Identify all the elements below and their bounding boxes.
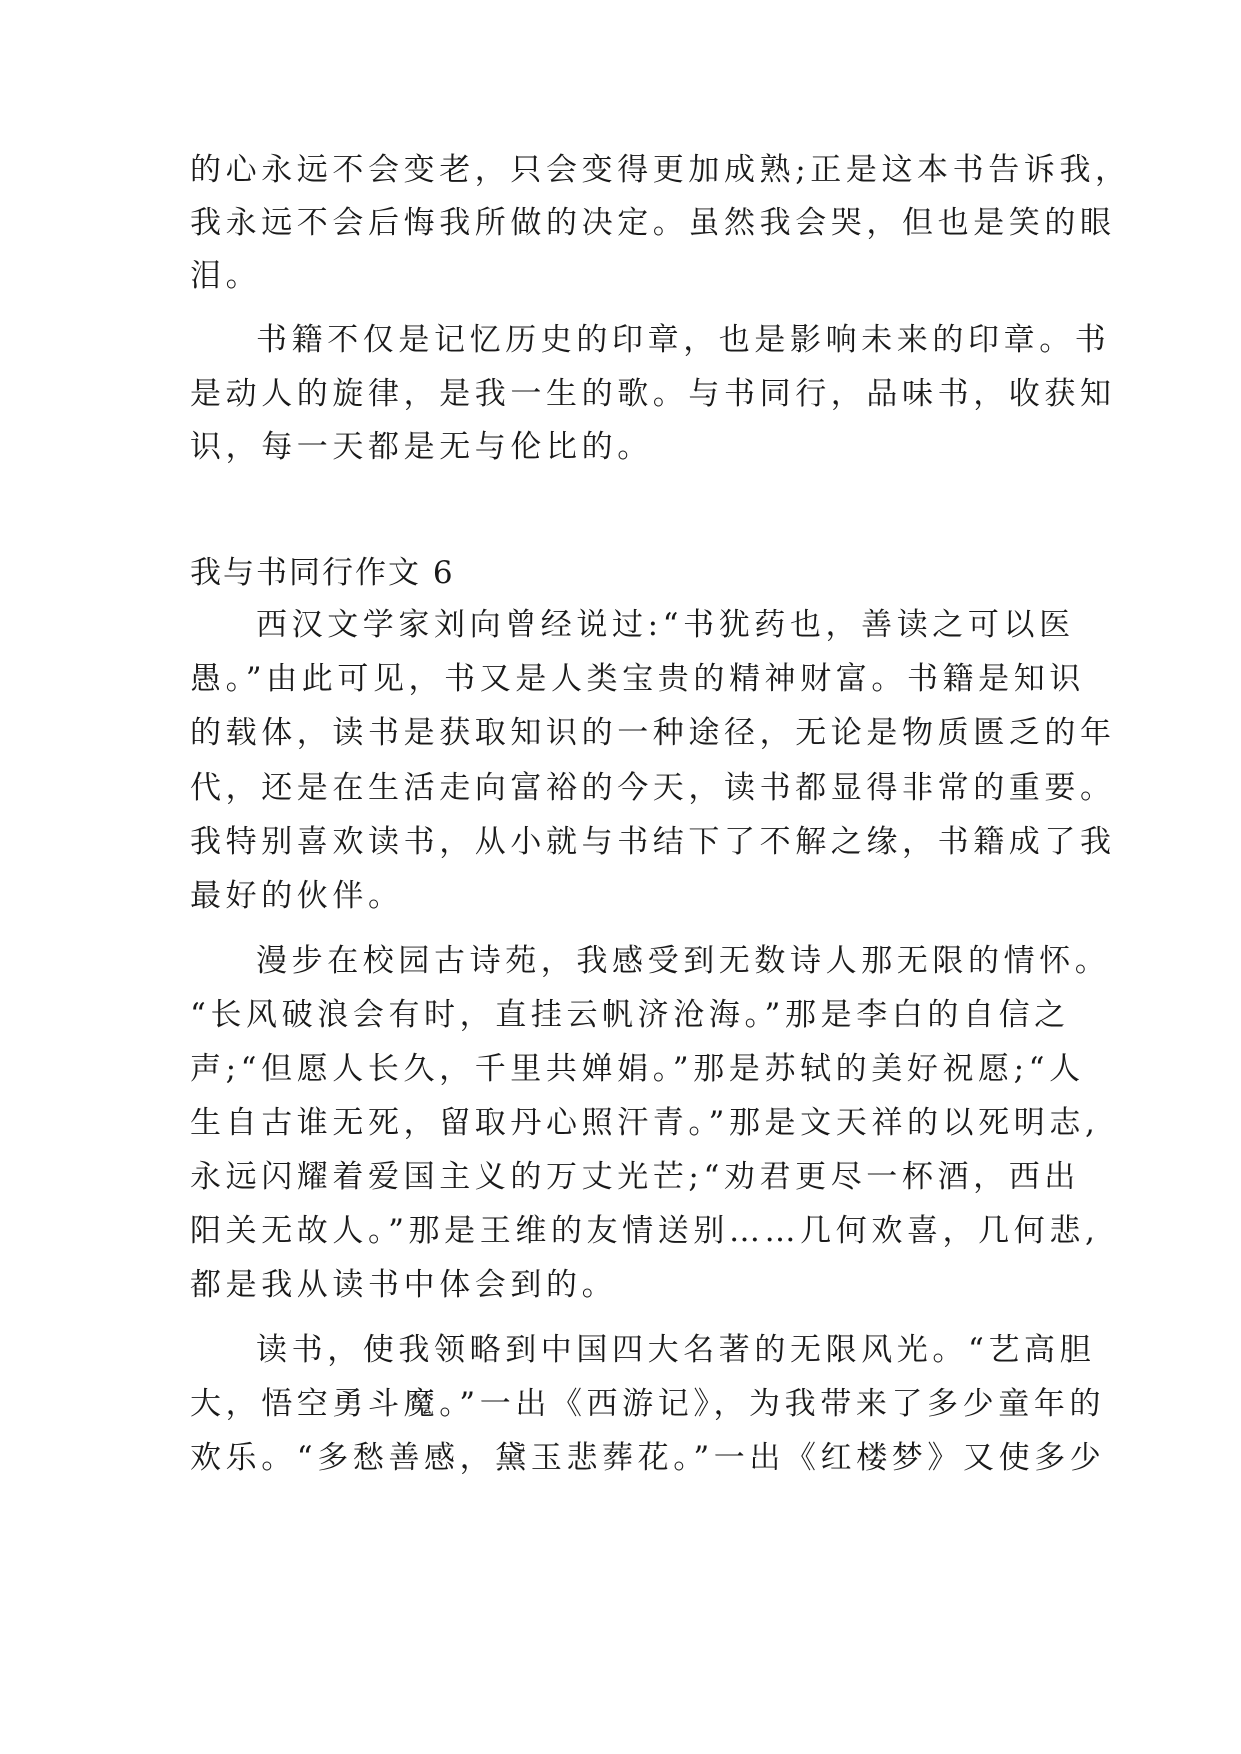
section-title: 我与书同行作文 6 <box>190 555 455 591</box>
paragraph-1-line-2: 我永远不会后悔我所做的决定。虽然我会哭，但也是笑的眼 <box>190 205 1116 241</box>
paragraph-5-line-2: 大，悟空勇斗魔。”一出《西游记》，为我带来了多少童年的 <box>190 1386 1106 1422</box>
paragraph-3-line-5: 我特别喜欢读书，从小就与书结下了不解之缘，书籍成了我 <box>190 824 1116 860</box>
paragraph-4-line-1: 漫步在校园古诗苑，我感受到无数诗人那无限的情怀。 <box>256 943 1111 979</box>
paragraph-5-line-3: 欢乐。“多愁善感，黛玉悲葬花。”一出《红楼梦》又使多少 <box>190 1440 1106 1476</box>
paragraph-4-line-7: 都是我从读书中体会到的。 <box>190 1267 618 1303</box>
paragraph-5-line-1: 读书，使我领略到中国四大名著的无限风光。“艺高胆 <box>256 1332 1096 1368</box>
paragraph-4-line-5: 永远闪耀着爱国主义的万丈光芒;“劝君更尽一杯酒，西出 <box>190 1159 1080 1195</box>
paragraph-1-line-3: 泪。 <box>190 258 262 294</box>
paragraph-4-line-2: “长风破浪会有时，直挂云帆济沧海。”那是李白的自信之 <box>190 997 1070 1033</box>
paragraph-4-line-4: 生自古谁无死，留取丹心照汗青。”那是文天祥的以死明志, <box>190 1105 1100 1141</box>
paragraph-3-line-4: 代，还是在生活走向富裕的今天，读书都显得非常的重要。 <box>190 770 1116 806</box>
paragraph-3-line-6: 最好的伙伴。 <box>190 878 404 914</box>
paragraph-2-line-1: 书籍不仅是记忆历史的印章，也是影响未来的印章。书 <box>256 322 1111 358</box>
paragraph-2-line-3: 识，每一天都是无与伦比的。 <box>190 429 653 465</box>
paragraph-3-line-1: 西汉文学家刘向曾经说过:“书犹药也，善读之可以医 <box>256 607 1075 643</box>
paragraph-2-line-2: 是动人的旋律，是我一生的歌。与书同行，品味书，收获知 <box>190 376 1116 412</box>
paragraph-3-line-3: 的载体，读书是获取知识的一种途径，无论是物质匮乏的年 <box>190 715 1116 751</box>
paragraph-4-line-6: 阳关无故人。”那是王维的友情送别……几何欢喜，几何悲, <box>190 1213 1100 1249</box>
paragraph-1-line-1: 的心永远不会变老，只会变得更加成熟;正是这本书告诉我， <box>190 152 1131 188</box>
paragraph-4-line-3: 声;“但愿人长久，千里共婵娟。”那是苏轼的美好祝愿;“人 <box>190 1051 1085 1087</box>
paragraph-3-line-2: 愚。”由此可见，书又是人类宝贵的精神财富。书籍是知识 <box>190 661 1085 697</box>
